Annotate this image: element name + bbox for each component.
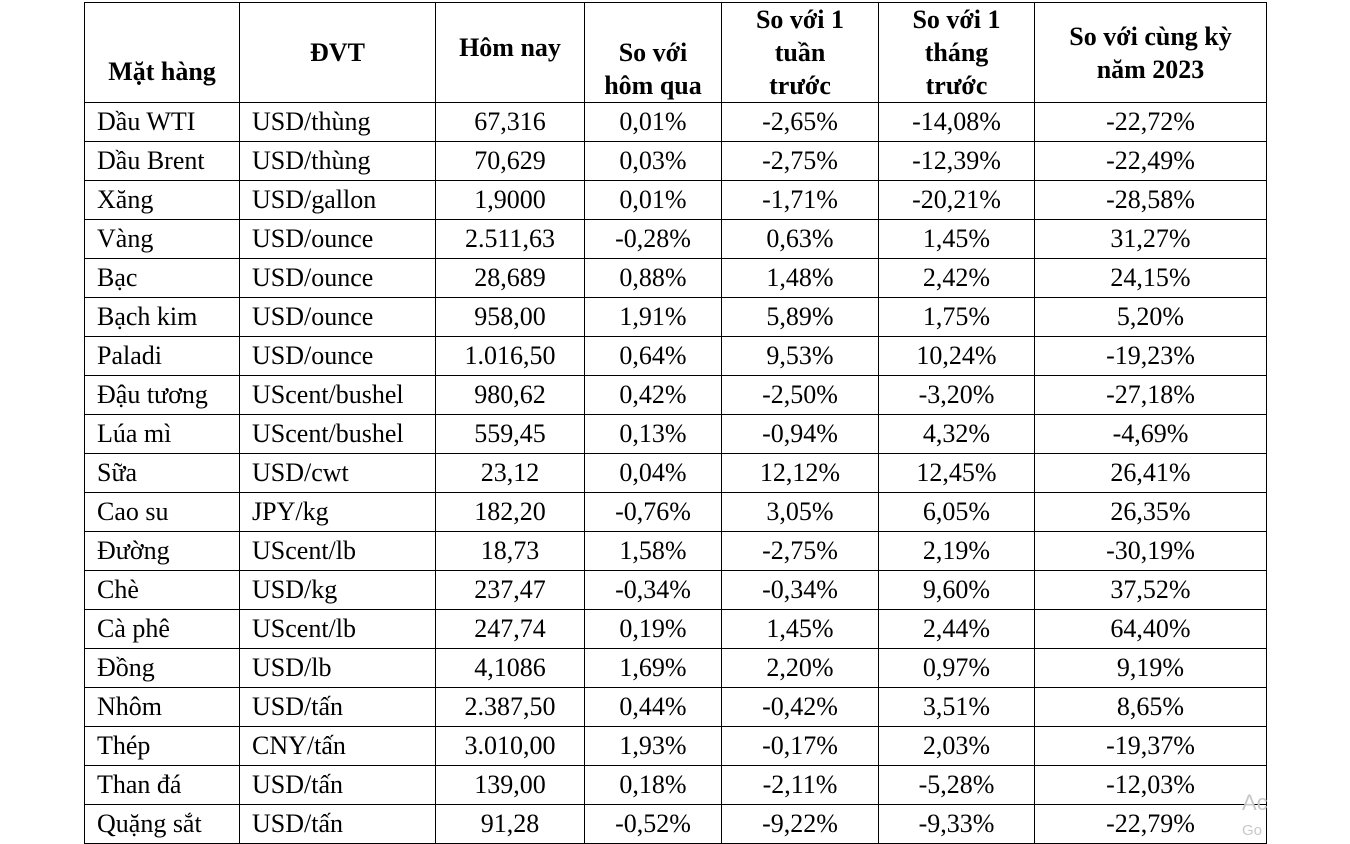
table-row [85, 805, 1267, 844]
cell-vs-same-period-2023: 26,41% [1035, 454, 1267, 493]
cell-vs-1-week: -2,50% [722, 376, 879, 415]
table-row [85, 532, 1267, 571]
cell-item: Paladi [85, 337, 240, 376]
cell-vs-same-period-2023: -19,23% [1035, 337, 1267, 376]
cell-vs-1-month: 12,45% [879, 454, 1035, 493]
table-row [85, 298, 1267, 337]
cell-today: 70,629 [436, 142, 585, 181]
cell-today: 139,00 [436, 766, 585, 805]
cell-vs-yesterday: -0,76% [585, 493, 722, 532]
cell-vs-1-month: 2,42% [879, 259, 1035, 298]
cell-unit: UScent/lb [240, 532, 436, 571]
cell-today: 3.010,00 [436, 727, 585, 766]
cell-vs-yesterday: -0,28% [585, 220, 722, 259]
cell-item: Bạc [85, 259, 240, 298]
cell-vs-same-period-2023: -22,72% [1035, 103, 1267, 142]
cell-vs-same-period-2023: 64,40% [1035, 610, 1267, 649]
table-row [85, 103, 1267, 142]
header-today-line: Hôm nay [459, 33, 561, 62]
cell-item: Cao su [85, 493, 240, 532]
table-row [85, 493, 1267, 532]
cell-vs-1-month: -9,33% [879, 805, 1035, 844]
cell-vs-same-period-2023: 26,35% [1035, 493, 1267, 532]
cell-vs-yesterday: 0,01% [585, 181, 722, 220]
header-vs-yesterday-line: hôm qua [604, 71, 702, 100]
cell-vs-yesterday: 0,04% [585, 454, 722, 493]
table-row [85, 376, 1267, 415]
cell-item: Đậu tương [85, 376, 240, 415]
cell-vs-1-week: 5,89% [722, 298, 879, 337]
cell-unit: USD/tấn [240, 688, 436, 727]
cell-vs-1-week: -0,17% [722, 727, 879, 766]
cell-item: Đường [85, 532, 240, 571]
cell-vs-yesterday: 0,64% [585, 337, 722, 376]
cell-item: Thép [85, 727, 240, 766]
cell-unit: CNY/tấn [240, 727, 436, 766]
cell-today: 980,62 [436, 376, 585, 415]
cell-vs-1-week: -0,42% [722, 688, 879, 727]
table-row [85, 571, 1267, 610]
cell-vs-1-week: 12,12% [722, 454, 879, 493]
cell-today: 247,74 [436, 610, 585, 649]
cell-item: Vàng [85, 220, 240, 259]
cell-vs-1-month: 9,60% [879, 571, 1035, 610]
table-row [85, 454, 1267, 493]
cell-vs-1-month: 0,97% [879, 649, 1035, 688]
cell-vs-1-week: -1,71% [722, 181, 879, 220]
cell-today: 1,9000 [436, 181, 585, 220]
cell-vs-yesterday: 0,44% [585, 688, 722, 727]
cell-vs-same-period-2023: 24,15% [1035, 259, 1267, 298]
cell-item: Đồng [85, 649, 240, 688]
cell-vs-yesterday: 1,69% [585, 649, 722, 688]
header-vs-yesterday-line: So với [618, 38, 688, 67]
cell-vs-yesterday: 0,03% [585, 142, 722, 181]
cell-item: Than đá [85, 766, 240, 805]
cell-today: 1.016,50 [436, 337, 585, 376]
cell-today: 91,28 [436, 805, 585, 844]
cell-unit: USD/cwt [240, 454, 436, 493]
cell-unit: UScent/lb [240, 610, 436, 649]
cell-vs-1-week: 2,20% [722, 649, 879, 688]
cell-vs-same-period-2023: 8,65% [1035, 688, 1267, 727]
cell-vs-same-period-2023: -30,19% [1035, 532, 1267, 571]
cell-vs-1-week: -0,34% [722, 571, 879, 610]
cell-today: 182,20 [436, 493, 585, 532]
header-vs-1-month [879, 3, 1035, 103]
cell-today: 18,73 [436, 532, 585, 571]
cell-vs-1-month: 2,03% [879, 727, 1035, 766]
header-item [85, 3, 240, 103]
cell-vs-yesterday: -0,34% [585, 571, 722, 610]
cell-unit: USD/tấn [240, 805, 436, 844]
cell-vs-1-week: -2,11% [722, 766, 879, 805]
cell-vs-same-period-2023: 5,20% [1035, 298, 1267, 337]
cell-item: Nhôm [85, 688, 240, 727]
header-vs-1-week [722, 3, 879, 103]
header-unit-line: ĐVT [310, 38, 365, 67]
cell-today: 2.511,63 [436, 220, 585, 259]
cell-today: 2.387,50 [436, 688, 585, 727]
cell-vs-yesterday: 1,91% [585, 298, 722, 337]
cell-unit: USD/ounce [240, 337, 436, 376]
cell-vs-1-month: -14,08% [879, 103, 1035, 142]
cell-vs-1-week: 1,48% [722, 259, 879, 298]
cell-vs-yesterday: 0,42% [585, 376, 722, 415]
cell-today: 4,1086 [436, 649, 585, 688]
cell-vs-yesterday: -0,52% [585, 805, 722, 844]
cell-item: Cà phê [85, 610, 240, 649]
cell-item: Chè [85, 571, 240, 610]
header-vs-1-week-line: tuần [774, 38, 826, 67]
cell-vs-same-period-2023: 31,27% [1035, 220, 1267, 259]
table-row [85, 181, 1267, 220]
cell-item: Sữa [85, 454, 240, 493]
cell-vs-yesterday: 0,13% [585, 415, 722, 454]
cell-vs-same-period-2023: -27,18% [1035, 376, 1267, 415]
table-row [85, 649, 1267, 688]
cell-vs-1-month: -12,39% [879, 142, 1035, 181]
cell-unit: JPY/kg [240, 493, 436, 532]
cell-unit: UScent/bushel [240, 376, 436, 415]
cell-vs-1-week: -2,75% [722, 532, 879, 571]
cell-today: 958,00 [436, 298, 585, 337]
cell-vs-1-month: -5,28% [879, 766, 1035, 805]
cell-item: Lúa mì [85, 415, 240, 454]
cell-vs-1-week: 0,63% [722, 220, 879, 259]
table-row [85, 142, 1267, 181]
header-today [436, 3, 585, 103]
header-row [85, 3, 1267, 103]
cell-today: 67,316 [436, 103, 585, 142]
cell-vs-1-month: 6,05% [879, 493, 1035, 532]
cell-vs-same-period-2023: -12,03% [1035, 766, 1267, 805]
cell-today: 28,689 [436, 259, 585, 298]
cell-vs-1-week: -9,22% [722, 805, 879, 844]
header-vs-1-month-line: tháng [924, 38, 989, 67]
header-vs-1-month-line: So với 1 [912, 5, 1001, 34]
cell-item: Xăng [85, 181, 240, 220]
table-row [85, 727, 1267, 766]
table-row [85, 220, 1267, 259]
cell-vs-1-month: 4,32% [879, 415, 1035, 454]
header-unit [240, 3, 436, 103]
cell-today: 23,12 [436, 454, 585, 493]
cell-vs-yesterday: 0,01% [585, 103, 722, 142]
cell-item: Quặng sắt [85, 805, 240, 844]
cell-unit: USD/ounce [240, 298, 436, 337]
table-row [85, 610, 1267, 649]
header-item-line: Mặt hàng [108, 57, 216, 86]
cell-vs-1-month: 2,44% [879, 610, 1035, 649]
header-vs-same-period-2023-line: năm 2023 [1096, 54, 1205, 84]
cell-vs-yesterday: 0,88% [585, 259, 722, 298]
cell-vs-same-period-2023: 37,52% [1035, 571, 1267, 610]
table-row [85, 259, 1267, 298]
cell-unit: USD/ounce [240, 220, 436, 259]
cell-vs-1-month: 1,75% [879, 298, 1035, 337]
cell-vs-same-period-2023: -19,37% [1035, 727, 1267, 766]
header-vs-same-period-2023-line: So với cùng kỳ [1069, 21, 1232, 51]
cell-item: Bạch kim [85, 298, 240, 337]
cell-vs-yesterday: 1,93% [585, 727, 722, 766]
header-vs-same-period-2023 [1035, 3, 1267, 103]
cell-vs-1-month: -20,21% [879, 181, 1035, 220]
header-vs-1-month-line: trước [925, 71, 988, 100]
cell-vs-1-week: -2,75% [722, 142, 879, 181]
table-body [85, 103, 1267, 844]
cell-vs-same-period-2023: -4,69% [1035, 415, 1267, 454]
cell-vs-1-week: 1,45% [722, 610, 879, 649]
cell-vs-1-month: -3,20% [879, 376, 1035, 415]
cell-vs-1-week: -0,94% [722, 415, 879, 454]
cell-item: Dầu Brent [85, 142, 240, 181]
table-row [85, 415, 1267, 454]
commodity-price-table [84, 2, 1267, 844]
cell-vs-1-week: -2,65% [722, 103, 879, 142]
activation-watermark-line1: Ac [1242, 790, 1268, 815]
cell-vs-1-month: 1,45% [879, 220, 1035, 259]
header-vs-1-week-line: trước [769, 71, 831, 100]
cell-unit: USD/lb [240, 649, 436, 688]
table-row [85, 337, 1267, 376]
cell-item: Dầu WTI [85, 103, 240, 142]
cell-unit: USD/gallon [240, 181, 436, 220]
header-vs-yesterday [585, 3, 722, 103]
cell-vs-1-month: 2,19% [879, 532, 1035, 571]
cell-vs-1-week: 3,05% [722, 493, 879, 532]
cell-vs-same-period-2023: 9,19% [1035, 649, 1267, 688]
cell-today: 559,45 [436, 415, 585, 454]
cell-vs-same-period-2023: -28,58% [1035, 181, 1267, 220]
cell-vs-yesterday: 0,18% [585, 766, 722, 805]
cell-vs-yesterday: 0,19% [585, 610, 722, 649]
cell-vs-1-month: 10,24% [879, 337, 1035, 376]
cell-unit: USD/thùng [240, 142, 436, 181]
cell-vs-1-month: 3,51% [879, 688, 1035, 727]
activation-watermark-line2: Go [1242, 822, 1263, 839]
cell-vs-same-period-2023: -22,49% [1035, 142, 1267, 181]
table-row [85, 688, 1267, 727]
cell-unit: USD/thùng [240, 103, 436, 142]
cell-unit: UScent/bushel [240, 415, 436, 454]
table-row [85, 766, 1267, 805]
cell-today: 237,47 [436, 571, 585, 610]
cell-vs-1-week: 9,53% [722, 337, 879, 376]
cell-vs-yesterday: 1,58% [585, 532, 722, 571]
cell-vs-same-period-2023: -22,79% [1035, 805, 1267, 844]
cell-unit: USD/tấn [240, 766, 436, 805]
cell-unit: USD/ounce [240, 259, 436, 298]
header-vs-1-week-line: So với 1 [755, 5, 845, 34]
cell-unit: USD/kg [240, 571, 436, 610]
